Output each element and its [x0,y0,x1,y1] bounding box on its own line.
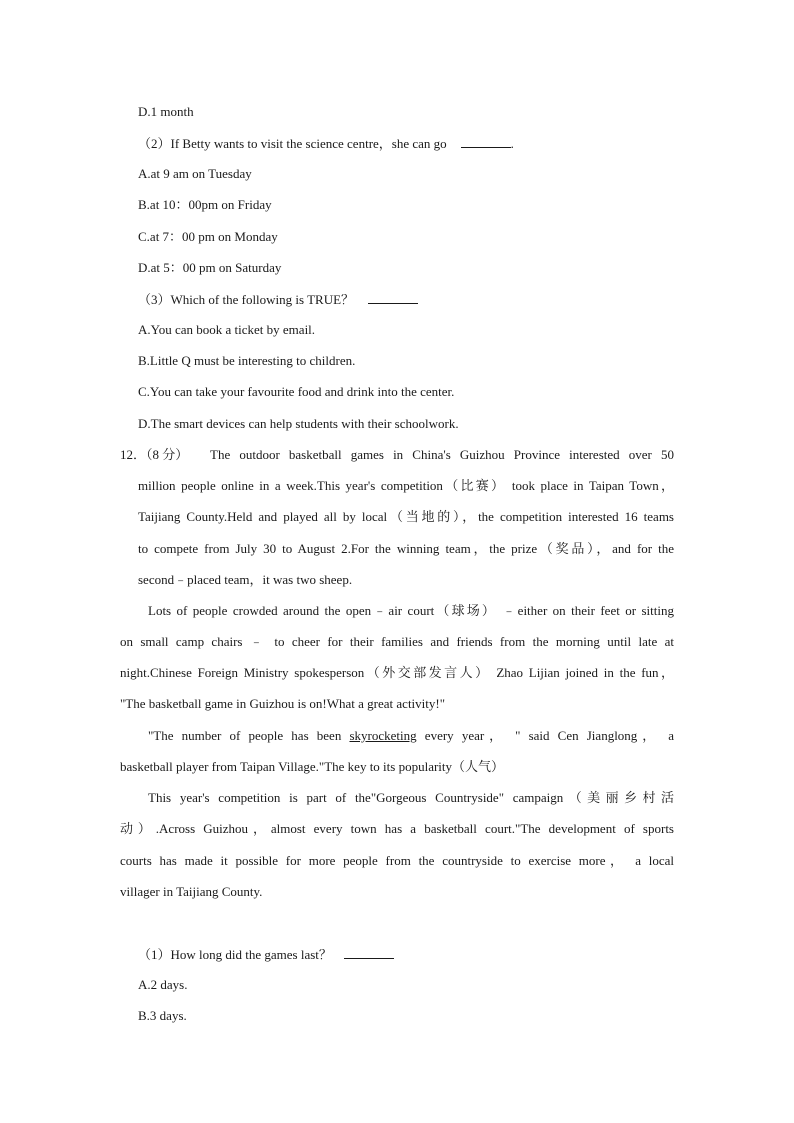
passage-line: 动）.Across Guizhou，almost every town has a basketball court."The development of sports [120,821,674,836]
passage-line: Taijiang County.Held and played all by local（当地的），the competition interested 16 teams [138,509,674,524]
question-2-text: （2）If Betty wants to visit the science centre，she can go [138,136,447,151]
question-12-number: 12．（8 分） [120,447,189,462]
answer-blank[interactable] [461,135,511,148]
option-a: A.at 9 am on Tuesday [138,166,252,181]
option-d: D.The smart devices can help students with their schoolwork. [138,416,459,431]
question-3-text: （3）Which of the following is TRUE？ [138,292,355,307]
question-3 [138,291,418,308]
option-b: B.3 days. [138,1008,187,1023]
passage-line: second﹣placed team，it was two sheep. [138,572,353,587]
passage-line: basketball player from Taipan Village."The key to its popularity（人气） [120,759,505,774]
passage-line: This year's competition is part of the"Gorgeous Countryside" campaign（美丽乡村活 [148,790,674,805]
option-c: C.You can take your favourite food and drink into the center. [138,384,455,399]
passage-line: on small camp chairs ﹣ to cheer for their families and friends from the morning until late at [120,634,674,649]
option-b: B.at 10：00pm on Friday [138,197,272,212]
passage-fragment: every year， " said Cen Jianglong， a [424,728,675,743]
underlined-word: skyrocketing [349,728,417,743]
option-d-duration: D.1 month [138,104,194,119]
passage-line: night.Chinese Foreign Ministry spokesperson（外交部发言人） Zhao Lijian joined in the fun， [120,665,674,680]
answer-blank[interactable] [344,946,394,959]
passage-fragment: "The number of people has been [148,728,342,743]
option-c: C.at 7：00 pm on Monday [138,229,278,244]
passage-line: "The basketball game in Guizhou is on!What a great activity!" [120,696,446,711]
question-1 [138,946,394,963]
passage-line: million people online in a week.This year's competition（比赛） took place in Taipan Town， [138,478,674,493]
option-b: B.Little Q must be interesting to children. [138,353,356,368]
passage-line [148,728,674,744]
passage-line: villager in Taijiang County. [120,884,263,899]
passage-line: courts has made it possible for more people from the countryside to exercise more， a local [120,853,674,868]
question-2 [138,135,514,152]
answer-blank[interactable] [368,291,418,304]
option-d: D.at 5：00 pm on Saturday [138,260,282,275]
option-a: A.2 days. [138,977,188,992]
passage-line: Lots of people crowded around the open﹣air court（球场） ﹣either on their feet or sitting [148,603,674,618]
question-1-text: （1）How long did the games last？ [138,947,332,962]
question-2-period: . [510,136,514,151]
passage-line: to compete from July 30 to August 2.For the winning team，the prize（奖品），and for the [138,541,674,556]
passage-line: The outdoor basketball games in China's Guizhou Province interested over 50 [210,447,674,462]
option-a: A.You can book a ticket by email. [138,322,316,337]
